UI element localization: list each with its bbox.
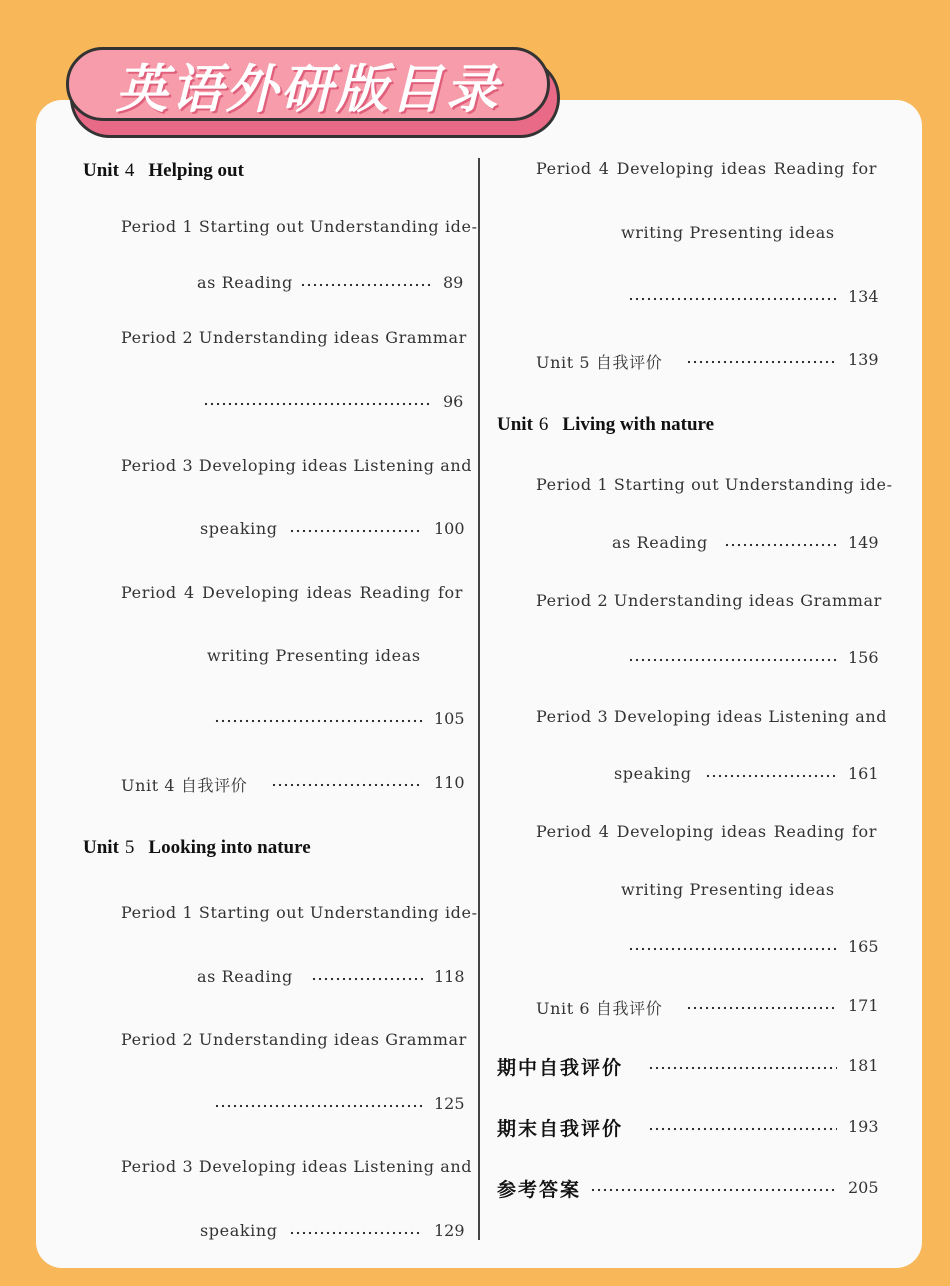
u6-period4-leader [628, 937, 837, 957]
midterm-page: 181 [848, 1056, 879, 1075]
u6-period1-page: 149 [848, 533, 879, 552]
u5-period4-page: 134 [848, 287, 879, 306]
u4-period4-line1: Period 4 Developing ideas Reading for [121, 583, 463, 602]
u6-period3-line1: Period 3 Developing ideas Listening and [536, 707, 888, 726]
u4-self-eval-page: 110 [434, 773, 465, 792]
u5-period3-line2: speaking [200, 1221, 278, 1240]
u6-self-eval-page: 171 [848, 996, 879, 1015]
column-divider [478, 158, 480, 1240]
u5-period2-line1: Period 2 Understanding ideas Grammar [121, 1030, 467, 1049]
u5-period3-page: 129 [434, 1221, 465, 1240]
u4-period4-page: 105 [434, 709, 465, 728]
answers-page: 205 [848, 1178, 879, 1197]
u5-period2-leader [214, 1094, 423, 1114]
u5-self-eval: Unit 5 自我评价 [536, 353, 663, 372]
u4-self-eval-leader [271, 773, 423, 793]
u6-self-eval: Unit 6 自我评价 [536, 999, 663, 1018]
u4-period1-line1: Period 1 Starting out Understanding ide- [121, 217, 478, 236]
u4-period3-line2: speaking [200, 519, 278, 538]
final-self-eval: 期末自我评价 [497, 1118, 624, 1140]
u4-self-eval: Unit 4 自我评价 [121, 776, 248, 795]
answers-leader [590, 1178, 837, 1198]
u5-period3-line1: Period 3 Developing ideas Listening and [121, 1157, 473, 1176]
u4-period4-line2: writing Presenting ideas [207, 646, 421, 665]
u6-period3-leader [705, 764, 837, 784]
u4-period2-page: 96 [443, 392, 464, 411]
midterm-self-eval: 期中自我评价 [497, 1057, 624, 1079]
u4-period2-line1: Period 2 Understanding ideas Grammar [121, 328, 467, 347]
u5-period4-leader [628, 287, 837, 307]
u6-period4-page: 165 [848, 937, 879, 956]
u4-period1-leader [300, 273, 432, 293]
u6-period2-page: 156 [848, 648, 879, 667]
unit-6-heading: Unit 6 Living with nature [497, 414, 715, 435]
u5-self-eval-leader [686, 350, 837, 370]
u4-period4-leader [214, 709, 423, 729]
u4-period2-leader [203, 392, 432, 412]
u5-period1-line1: Period 1 Starting out Understanding ide- [121, 903, 478, 922]
u6-period3-line2: speaking [614, 764, 692, 783]
u4-period1-page: 89 [443, 273, 464, 292]
u5-period4-line2: writing Presenting ideas [621, 223, 835, 242]
u6-period3-page: 161 [848, 764, 879, 783]
unit-5-heading: Unit 5 Looking into nature [83, 837, 311, 858]
final-leader [648, 1117, 837, 1137]
u6-period1-line1: Period 1 Starting out Understanding ide- [536, 475, 893, 494]
u4-period3-page: 100 [434, 519, 465, 538]
midterm-leader [648, 1056, 837, 1076]
u5-period3-leader [289, 1221, 423, 1241]
title-badge [66, 47, 550, 121]
unit-4-heading: Unit 4 Helping out [83, 160, 244, 181]
u4-period3-leader [289, 519, 423, 539]
u5-period1-line2: as Reading [197, 967, 293, 986]
u5-period1-leader [311, 967, 423, 987]
u6-period2-line1: Period 2 Understanding ideas Grammar [536, 591, 882, 610]
u6-self-eval-leader [686, 996, 837, 1016]
u6-period1-leader [724, 533, 837, 553]
u6-period4-line1: Period 4 Developing ideas Reading for [536, 822, 877, 841]
page-title: 英语外研版目录 [115, 59, 501, 120]
u5-self-eval-page: 139 [848, 350, 879, 369]
u6-period4-line2: writing Presenting ideas [621, 880, 835, 899]
u5-period2-page: 125 [434, 1094, 465, 1113]
u4-period3-line1: Period 3 Developing ideas Listening and [121, 456, 473, 475]
final-page: 193 [848, 1117, 879, 1136]
answer-key: 参考答案 [497, 1179, 582, 1201]
u5-period1-page: 118 [434, 967, 465, 986]
u6-period2-leader [628, 648, 837, 668]
u4-period1-line2: as Reading [197, 273, 293, 292]
u6-period1-line2: as Reading [612, 533, 708, 552]
u5-period4-line1: Period 4 Developing ideas Reading for [536, 159, 877, 178]
